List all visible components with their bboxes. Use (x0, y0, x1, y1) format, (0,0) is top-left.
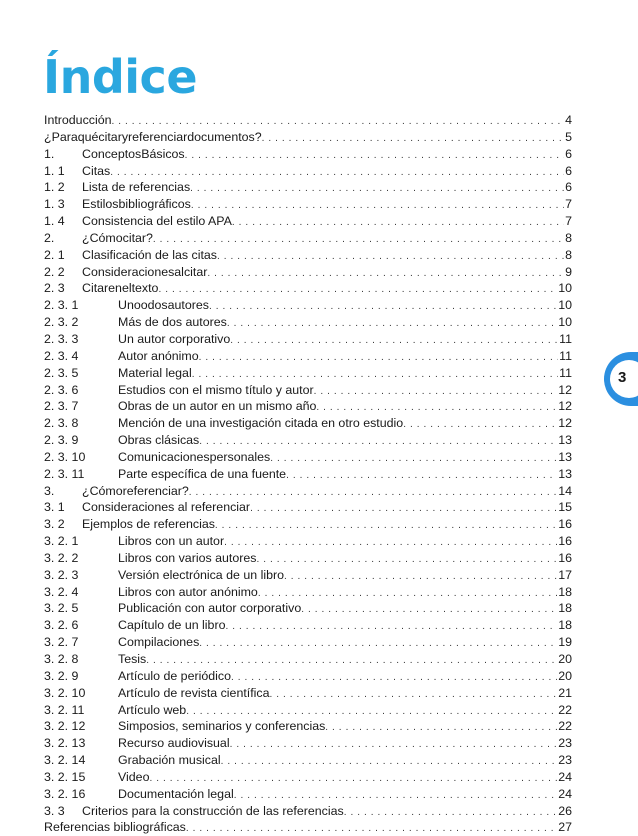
toc-dot-leader (199, 636, 557, 651)
toc-entry-number: 2. 3. 10 (44, 449, 86, 464)
toc-entry-label: Citas (82, 163, 111, 178)
toc-dot-leader (258, 586, 557, 601)
toc-entry[interactable] (44, 651, 572, 668)
toc-dot-leader (256, 552, 557, 567)
toc-entry[interactable] (44, 230, 572, 247)
toc-entry[interactable] (44, 668, 572, 685)
toc-entry-label: Capítulo de un libro (118, 618, 226, 633)
toc-dot-leader (234, 788, 557, 803)
toc-dot-leader (207, 266, 564, 281)
toc-entry[interactable] (44, 415, 572, 432)
toc-entry-label: Simposios, seminarios y conferencias (118, 719, 326, 734)
toc-entry-number: 2. 1 (44, 247, 65, 262)
toc-entry[interactable] (44, 685, 572, 702)
toc-entry-page: 18 (558, 618, 572, 633)
toc-entry-label: Autor anónimo (118, 348, 199, 363)
toc-entry-page: 14 (558, 483, 572, 498)
toc-entry-number: 2. 3 (44, 281, 65, 296)
toc-entry-number: 2. 3. 7 (44, 399, 79, 414)
toc-dot-leader (191, 198, 564, 213)
toc-entry-page: 13 (558, 449, 572, 464)
toc-entry-label: Compilaciones (118, 635, 200, 650)
toc-dot-leader (153, 232, 564, 247)
toc-dot-leader (227, 316, 557, 331)
toc-entry-label: Lista de referencias (82, 180, 191, 195)
toc-entry[interactable] (44, 516, 572, 533)
toc-entry[interactable] (44, 365, 572, 382)
toc-entry-number: 3. 2. 5 (44, 601, 79, 616)
toc-dot-leader (149, 771, 557, 786)
toc-entry-page: 4 (565, 113, 572, 127)
toc-entry-label: Consistencia del estilo APA (82, 214, 232, 229)
toc-entry-label: Artículo de revista científica (118, 685, 270, 700)
toc-entry-page: 23 (558, 753, 572, 768)
toc-dot-leader (344, 805, 558, 820)
toc-entry-label: Publicación con autor corporativo (118, 601, 302, 616)
toc-entry-label: Libros con autor anónimo (118, 584, 258, 599)
toc-entry-label: Más de dos autores (118, 315, 227, 330)
toc-entry[interactable] (44, 213, 572, 230)
toc-entry-number: 3. 2. 8 (44, 652, 79, 666)
toc-dot-leader (403, 417, 557, 432)
toc-entry-page: 11 (559, 348, 572, 363)
toc-entry-label: Recurso audiovisual (118, 736, 230, 751)
toc-entry[interactable] (44, 634, 572, 651)
toc-entry-page: 10 (558, 298, 572, 313)
toc-entry-number: 3. 3 (44, 803, 65, 818)
table-of-contents (44, 112, 572, 836)
toc-entry-number: 2. 3. 5 (44, 365, 79, 380)
toc-entry[interactable] (44, 702, 572, 719)
toc-entry[interactable] (44, 196, 572, 213)
toc-entry-label: Citareneltexto (82, 281, 159, 296)
toc-entry-page: 9 (565, 264, 572, 279)
toc-dot-leader (110, 165, 564, 180)
toc-entry-number: 3. 2. 10 (44, 685, 86, 700)
toc-dot-leader (215, 518, 557, 533)
toc-entry[interactable] (44, 567, 572, 584)
toc-entry-label: ¿Cómoreferenciar? (82, 483, 189, 498)
toc-entry-number: 3. 2. 12 (44, 719, 86, 734)
toc-dot-leader (231, 670, 557, 685)
toc-entry-page: 12 (558, 399, 572, 414)
toc-entry-page: 15 (558, 500, 572, 515)
toc-entry[interactable] (44, 348, 572, 365)
toc-dot-leader (199, 434, 557, 449)
toc-entry-number: 2. 3. 2 (44, 315, 79, 330)
toc-entry-label: Tesis (118, 652, 147, 666)
toc-entry-number: 3. 2 (44, 517, 65, 532)
toc-dot-leader (262, 131, 564, 146)
toc-entry[interactable] (44, 247, 572, 264)
page-number-tab (604, 352, 638, 406)
toc-entry-label: Clasificación de las citas (82, 247, 217, 262)
toc-entry[interactable] (44, 331, 572, 348)
toc-entry-page: 23 (558, 736, 572, 751)
toc-dot-leader (158, 282, 557, 297)
toc-entry-page: 20 (558, 652, 572, 666)
toc-entry-label: Material legal (118, 365, 192, 380)
toc-entry-page: 26 (558, 803, 572, 818)
toc-entry-label: ¿Paraquécitaryreferenciardocumentos? (44, 129, 262, 144)
toc-entry-number: 2. 3. 3 (44, 331, 79, 346)
toc-entry-label: Introducción (44, 113, 112, 127)
toc-entry-number: 2. 3. 8 (44, 416, 79, 431)
toc-entry-number: 3. 2. 14 (44, 753, 86, 768)
toc-dot-leader (286, 468, 557, 483)
toc-dot-leader (186, 821, 557, 836)
toc-dot-leader (185, 148, 564, 163)
toc-entry-label: Estudios con el mismo título y autor (118, 382, 314, 397)
toc-entry[interactable] (44, 752, 572, 769)
toc-entry-label: Parte específica de una fuente (118, 466, 287, 481)
toc-dot-leader (284, 569, 557, 584)
toc-entry-label: Artículo de periódico (118, 668, 231, 683)
toc-entry[interactable] (44, 786, 572, 803)
toc-entry[interactable] (44, 264, 572, 281)
toc-dot-leader (217, 249, 564, 264)
toc-entry[interactable] (44, 584, 572, 601)
toc-entry-number: 3. (44, 483, 55, 498)
toc-entry[interactable] (44, 129, 572, 146)
toc-entry-number: 2. (44, 230, 55, 245)
toc-entry-label: Estilosbibliográficos (82, 197, 191, 212)
toc-entry-page: 18 (558, 601, 572, 616)
toc-entry-page: 20 (558, 668, 572, 683)
toc-entry-label: Libros con varios autores (118, 550, 257, 565)
toc-entry-page: 24 (558, 769, 572, 784)
toc-entry-label: Ejemplos de referencias (82, 517, 215, 532)
toc-entry-label: Un autor corporativo (118, 331, 231, 346)
toc-entry-page: 16 (558, 550, 572, 565)
toc-entry[interactable] (44, 769, 572, 786)
toc-dot-leader (270, 451, 557, 466)
toc-entry[interactable] (44, 803, 572, 820)
toc-entry-page: 11 (559, 365, 572, 380)
toc-entry-number: 1. 4 (44, 214, 65, 229)
toc-entry[interactable] (44, 600, 572, 617)
toc-entry-number: 3. 2. 1 (44, 534, 79, 549)
toc-dot-leader (250, 501, 557, 516)
toc-entry-page: 10 (558, 315, 572, 330)
toc-entry-page: 12 (558, 382, 572, 397)
toc-entry-page: 24 (558, 786, 572, 801)
toc-dot-leader (190, 181, 564, 196)
toc-dot-leader (230, 333, 558, 348)
toc-entry-number: 3. 2. 2 (44, 550, 79, 565)
toc-entry-label: Consideraciones al referenciar (82, 500, 251, 515)
toc-entry-label: Referencias bibliográficas (44, 820, 186, 835)
toc-entry-label: Obras clásicas (118, 433, 200, 448)
toc-entry-page: 8 (565, 247, 572, 262)
toc-entry[interactable] (44, 533, 572, 550)
toc-entry[interactable] (44, 163, 572, 180)
toc-entry-page: 17 (558, 567, 572, 582)
toc-entry-number: 1. (44, 146, 55, 161)
toc-entry-page: 13 (558, 466, 572, 481)
toc-entry-number: 3. 2. 4 (44, 584, 79, 599)
toc-entry-page: 7 (565, 214, 572, 229)
toc-entry-number: 3. 2. 3 (44, 567, 79, 582)
toc-entry-number: 1. 1 (44, 163, 65, 178)
toc-entry-number: 2. 3. 11 (44, 466, 85, 481)
toc-entry-label: Artículo web (118, 702, 187, 717)
toc-entry[interactable] (44, 449, 572, 466)
toc-entry[interactable] (44, 179, 572, 196)
toc-entry[interactable] (44, 499, 572, 516)
toc-entry-page: 8 (565, 230, 572, 245)
toc-dot-leader (325, 720, 557, 735)
toc-entry-number: 3. 2. 7 (44, 635, 79, 650)
toc-entry-number: 3. 2. 16 (44, 786, 86, 801)
toc-dot-leader (225, 619, 557, 634)
toc-entry[interactable] (44, 819, 572, 836)
toc-entry-label: Unoodosautores (118, 298, 209, 313)
toc-entry-page: 10 (558, 281, 572, 296)
toc-entry-number: 3. 2. 6 (44, 618, 79, 633)
toc-entry-number: 3. 2. 9 (44, 668, 79, 683)
toc-entry-page: 13 (558, 433, 572, 448)
toc-entry-label: ConceptosBásicos (82, 146, 185, 161)
toc-entry-label: Libros con un autor (118, 534, 225, 549)
toc-entry-page: 5 (565, 129, 572, 144)
toc-entry-number: 3. 2. 13 (44, 736, 86, 751)
toc-entry[interactable] (44, 432, 572, 449)
toc-entry-page: 11 (559, 331, 572, 346)
toc-entry-page: 7 (565, 197, 572, 212)
toc-entry[interactable] (44, 718, 572, 735)
toc-entry[interactable] (44, 735, 572, 752)
toc-entry[interactable] (44, 314, 572, 331)
toc-entry[interactable] (44, 297, 572, 314)
toc-entry-number: 3. 2. 11 (44, 702, 85, 717)
toc-dot-leader (209, 299, 557, 314)
toc-entry-page: 12 (558, 416, 572, 431)
toc-entry[interactable] (44, 280, 572, 297)
toc-dot-leader (270, 687, 558, 702)
toc-entry-number: 2. 3. 6 (44, 382, 79, 397)
toc-entry-page: 22 (558, 719, 572, 734)
toc-entry-label: Consideracionesalcitar (82, 264, 208, 279)
toc-dot-leader (186, 704, 557, 719)
toc-entry-label: Mención de una investigación citada en otro estudio (118, 416, 404, 431)
toc-entry-page: 27 (558, 820, 572, 835)
toc-entry-page: 6 (565, 163, 572, 178)
toc-entry-number: 3. 2. 15 (44, 769, 86, 784)
toc-entry-number: 1. 3 (44, 197, 65, 212)
toc-dot-leader (316, 400, 557, 415)
toc-dot-leader (112, 114, 565, 129)
toc-dot-leader (192, 367, 558, 382)
toc-entry-label: Grabación musical (118, 753, 221, 768)
toc-entry[interactable] (44, 382, 572, 399)
toc-entry[interactable] (44, 112, 572, 129)
toc-dot-leader (232, 215, 564, 230)
toc-entry-number: 3. 1 (44, 500, 65, 515)
toc-entry-page: 6 (565, 146, 572, 161)
toc-entry-number: 2. 3. 9 (44, 433, 79, 448)
toc-entry[interactable] (44, 466, 572, 483)
toc-entry-label: Video (118, 769, 150, 784)
toc-dot-leader (224, 535, 557, 550)
toc-entry-label: ¿Cómocitar? (82, 230, 153, 245)
toc-entry-label: Versión electrónica de un libro (118, 567, 284, 582)
toc-entry[interactable] (44, 550, 572, 567)
toc-entry[interactable] (44, 617, 572, 634)
toc-dot-leader (146, 653, 557, 668)
toc-entry-label: Comunicacionespersonales (118, 449, 271, 464)
toc-entry-number: 2. 2 (44, 264, 65, 279)
page-number: 3 (618, 369, 627, 386)
toc-entry-number: 2. 3. 1 (44, 298, 79, 313)
toc-dot-leader (221, 754, 558, 769)
toc-dot-leader (199, 350, 559, 365)
toc-entry-page: 22 (558, 702, 572, 717)
toc-entry-page: 16 (558, 517, 572, 532)
toc-entry[interactable] (44, 146, 572, 163)
toc-entry-page: 19 (558, 635, 572, 650)
toc-entry[interactable] (44, 483, 572, 500)
toc-entry-page: 18 (558, 584, 572, 599)
toc-entry-page: 16 (558, 534, 572, 549)
toc-entry-number: 2. 3. 4 (44, 348, 79, 363)
toc-dot-leader (314, 384, 558, 399)
page-title: Índice (43, 50, 198, 104)
toc-dot-leader (189, 485, 557, 500)
toc-entry[interactable] (44, 398, 572, 415)
toc-entry-number: 1. 2 (44, 180, 65, 195)
toc-entry-label: Criterios para la construcción de las referencias (82, 803, 344, 818)
toc-dot-leader (301, 602, 557, 617)
toc-entry-page: 6 (565, 180, 572, 195)
toc-entry-label: Documentación legal (118, 786, 234, 801)
toc-dot-leader (230, 737, 558, 752)
toc-entry-label: Obras de un autor en un mismo año (118, 399, 317, 414)
toc-entry-page: 21 (558, 685, 572, 700)
